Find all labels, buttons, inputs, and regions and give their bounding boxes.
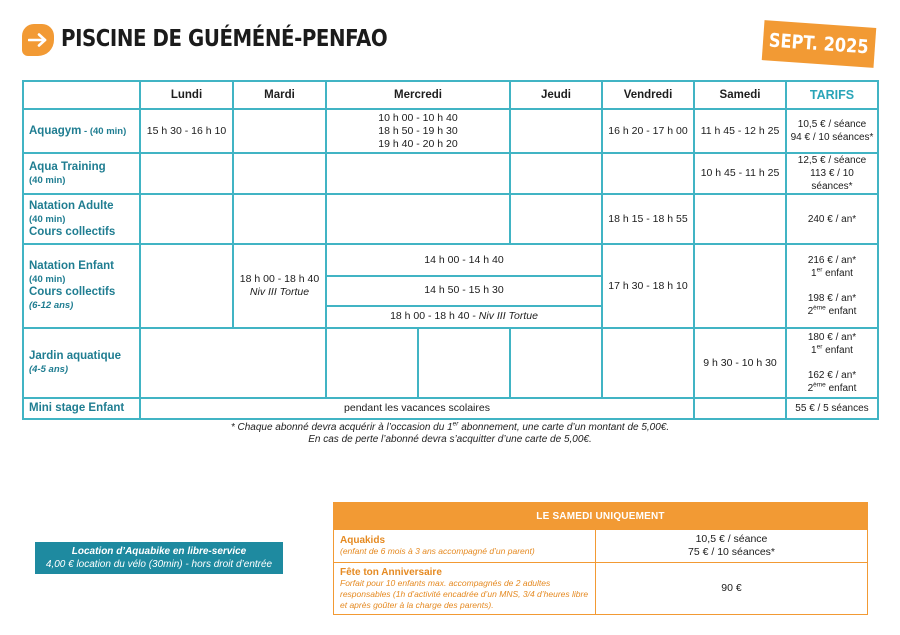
- aquagym-label: Aquagym - (40 min): [23, 109, 140, 153]
- natation-enfant-mercredi-1: 14 h 00 - 14 h 40: [327, 247, 601, 276]
- aqua-training-jeudi: [510, 153, 602, 194]
- natation-enfant-samedi: [694, 244, 786, 328]
- jardin-samedi: 9 h 30 - 10 h 30: [694, 328, 786, 398]
- aquabike-title: Location d’Aquabike en libre-service: [71, 546, 247, 557]
- aqua-training-mercredi: [326, 153, 510, 194]
- natation-enfant-mercredi: [326, 244, 602, 328]
- aqua-training-label: Aqua Training (40 min): [23, 153, 140, 194]
- footnote: [0, 422, 900, 446]
- aquakids-label: Aquakids (enfant de 6 mois à 3 ans accompagné d’un parent): [334, 530, 596, 563]
- aqua-training-tarif: 12,5 € / séance 113 € / 10 séances*: [786, 153, 878, 194]
- date-badge: [762, 20, 877, 68]
- header-row: [23, 81, 878, 109]
- natation-adulte-lundi: [140, 194, 233, 244]
- schedule-table: [22, 80, 879, 420]
- natation-enfant-vendredi: 17 h 30 - 18 h 10: [602, 244, 694, 328]
- natation-adulte-label: Natation Adulte (40 min) Cours collectifs: [23, 194, 140, 244]
- date-badge-label: SEPT. 2025: [768, 29, 870, 59]
- natation-adulte-tarif: 240 € / an*: [786, 194, 878, 244]
- day-mardi: Mardi: [233, 81, 326, 109]
- jardin-mercredi-a: [326, 328, 418, 398]
- jardin-vendredi: [602, 328, 694, 398]
- jardin-lundi-mardi: [140, 328, 326, 398]
- anniversaire-price: 90 €: [596, 563, 868, 615]
- aquabike-detail: 4,00 € location du vélo (30min) - hors droit d’entrée: [45, 559, 273, 570]
- jardin-label: Jardin aquatique (4-5 ans): [23, 328, 140, 398]
- aqua-training-lundi: [140, 153, 233, 194]
- natation-enfant-mercredi-3: 18 h 00 - 18 h 40 - Niv III Tortue: [390, 309, 538, 322]
- day-mercredi: Mercredi: [326, 81, 510, 109]
- row-natation-adulte: [23, 194, 878, 244]
- natation-enfant-label: Natation Enfant (40 min) Cours collectifs (6-12 ans): [23, 244, 140, 328]
- aquagym-mercredi-2: 18 h 50 - 19 h 30: [378, 124, 458, 137]
- natation-adulte-samedi: [694, 194, 786, 244]
- samedi-header: LE SAMEDI UNIQUEMENT: [334, 503, 868, 530]
- natation-enfant-lundi: [140, 244, 233, 328]
- natation-adulte-mardi: [233, 194, 326, 244]
- aquagym-mercredi-1: 10 h 00 - 10 h 40: [378, 111, 458, 124]
- footnote-line-1: * Chaque abonné devra acquérir à l’occasion du 1er abonnement, une carte d’un montant de 5,00€.: [230, 420, 670, 433]
- mini-stage-tarif: 55 € / 5 séances: [786, 398, 878, 419]
- aquagym-vendredi: 16 h 20 - 17 h 00: [602, 109, 694, 153]
- tarifs-header: TARIFS: [786, 81, 878, 109]
- jardin-mercredi-b: [418, 328, 510, 398]
- jardin-jeudi: [510, 328, 602, 398]
- day-jeudi: Jeudi: [510, 81, 602, 109]
- row-aqua-training: [23, 153, 878, 194]
- row-aquagym: [23, 109, 878, 153]
- samedi-box: [333, 502, 868, 615]
- footnote-line-2: En cas de perte l’abonné devra s’acquitter d’une carte de 5,00€.: [308, 434, 592, 445]
- aquagym-mardi: [233, 109, 326, 153]
- day-lundi: Lundi: [140, 81, 233, 109]
- natation-adulte-jeudi: [510, 194, 602, 244]
- day-vendredi: Vendredi: [602, 81, 694, 109]
- row-mini-stage: [23, 398, 878, 419]
- page-title: PISCINE DE GUÉMÉNÉ-PENFAO: [61, 26, 388, 52]
- aqua-training-mardi: [233, 153, 326, 194]
- aqua-training-samedi: 10 h 45 - 11 h 25: [694, 153, 786, 194]
- row-natation-enfant: [23, 244, 878, 328]
- aquagym-mercredi: [326, 109, 510, 153]
- natation-adulte-mercredi: [326, 194, 510, 244]
- aquagym-lundi: 15 h 30 - 16 h 10: [140, 109, 233, 153]
- aquagym-jeudi: [510, 109, 602, 153]
- arrow-logo-icon: [22, 24, 54, 56]
- natation-adulte-vendredi: 18 h 15 - 18 h 55: [602, 194, 694, 244]
- corner-cell: [23, 81, 140, 109]
- aquabike-box: [35, 542, 283, 574]
- natation-enfant-mardi: 18 h 00 - 18 h 40 Niv III Tortue: [233, 244, 326, 328]
- row-jardin-aquatique: [23, 328, 878, 398]
- aquagym-mercredi-3: 19 h 40 - 20 h 20: [378, 137, 458, 150]
- anniversaire-label: Fête ton Anniversaire Forfait pour 10 enfants max. accompagnés de 2 adultes responsables (1h d’activité encadrée d’un MNS, 3/4 d’heures libre et après goûter à la charge des parents).: [334, 563, 596, 615]
- aquagym-samedi: 11 h 45 - 12 h 25: [694, 109, 786, 153]
- jardin-tarif: 180 € / an* 1er enfant 162 € / an* 2ème enfant: [786, 328, 878, 398]
- aqua-training-vendredi: [602, 153, 694, 194]
- aquakids-price: 10,5 € / séance 75 € / 10 séances*: [596, 530, 868, 563]
- mini-stage-label: Mini stage Enfant: [23, 398, 140, 419]
- aquagym-tarif: 10,5 € / séance 94 € / 10 séances*: [786, 109, 878, 153]
- natation-enfant-tarif: 216 € / an* 1er enfant 198 € / an* 2ème enfant: [786, 244, 878, 328]
- natation-enfant-mercredi-2: 14 h 50 - 15 h 30: [327, 276, 601, 306]
- mini-stage-samedi: [694, 398, 786, 419]
- day-samedi: Samedi: [694, 81, 786, 109]
- mini-stage-period: pendant les vacances scolaires: [140, 398, 694, 419]
